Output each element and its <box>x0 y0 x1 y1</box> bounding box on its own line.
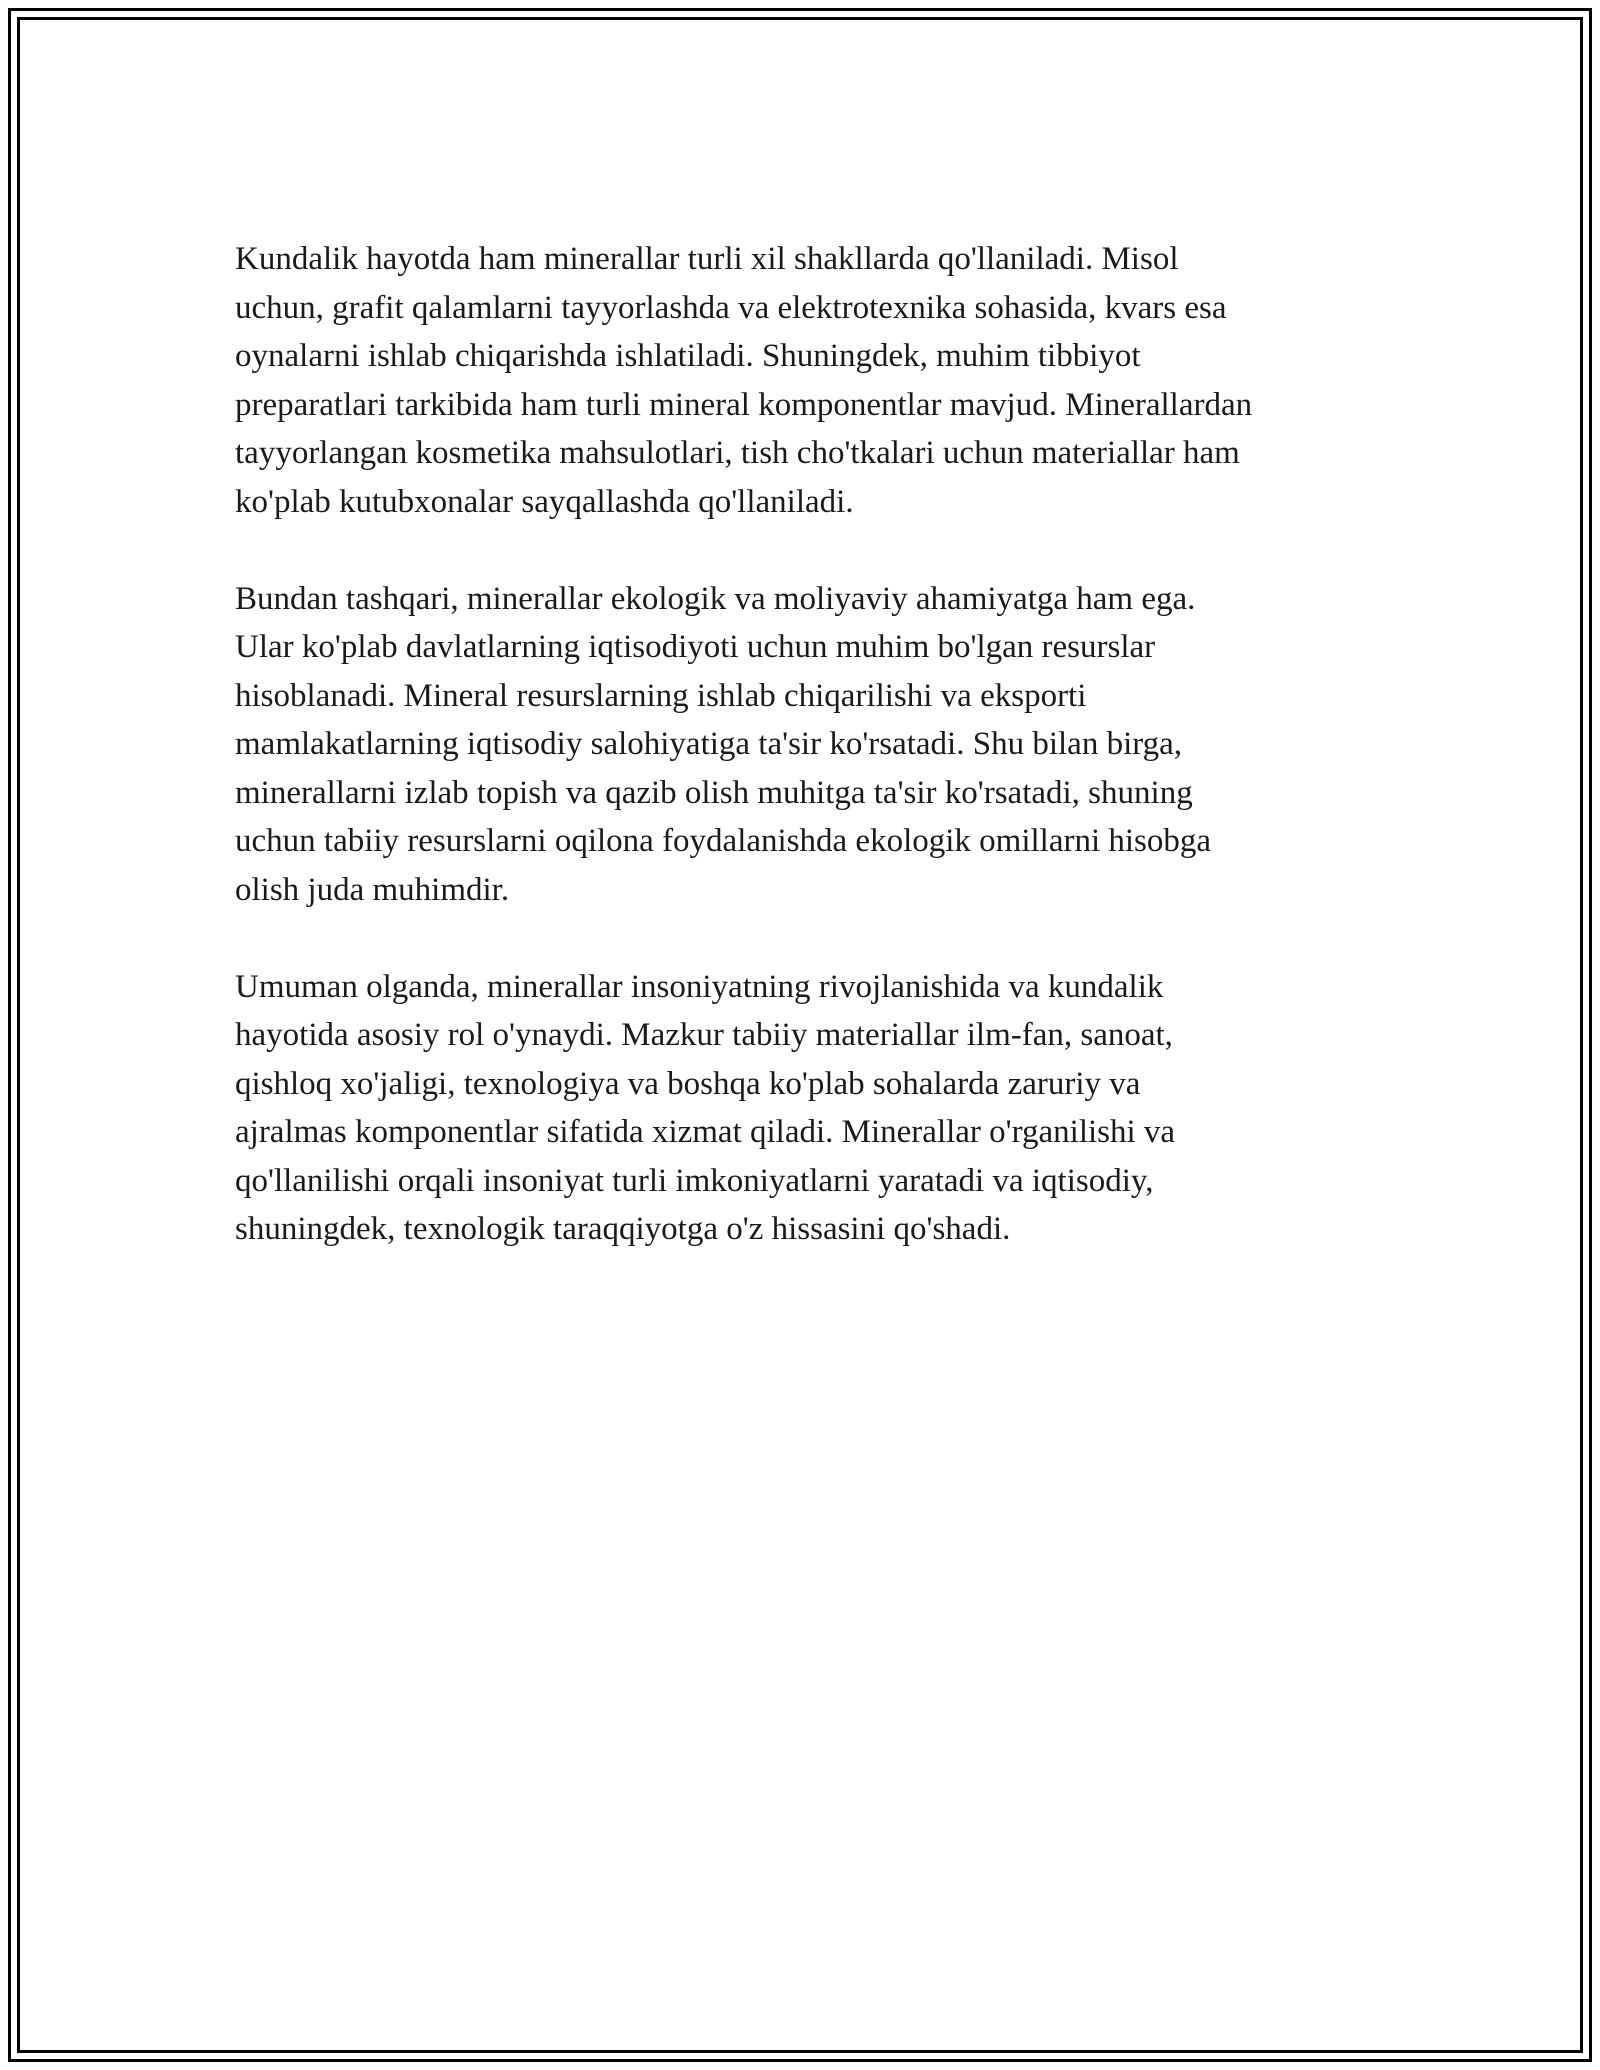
paragraph-line: uchun, grafit qalamlarni tayyorlashda va elektrotexnika sohasida, kvars esa <box>235 289 1227 326</box>
paragraph-2 <box>235 575 1400 915</box>
paragraph-line: ko'plab kutubxonalar sayqallashda qo'llaniladi. <box>235 483 854 520</box>
paragraph-line: tayyorlangan kosmetika mahsulotlari, tish cho'tkalari uchun materiallar ham <box>235 435 1240 471</box>
document-body <box>235 235 1400 1302</box>
paragraph-line: mamlakatlarning iqtisodiy salohiyatiga ta'sir ko'rsatadi. Shu bilan birga, <box>235 726 1183 762</box>
paragraph-line: Bundan tashqari, minerallar ekologik va moliyaviy ahamiyatga ham ega. <box>235 580 1196 617</box>
paragraph-line: Umuman olganda, minerallar insoniyatning rivojlanishida va kundalik <box>235 968 1164 1005</box>
paragraph-line: hayotida asosiy rol o'ynaydi. Mazkur tabiiy materiallar ilm-fan, sanoat, <box>235 1017 1173 1053</box>
paragraph-line: ajralmas komponentlar sifatida xizmat qiladi. Minerallar o'rganilishi va <box>235 1114 1176 1150</box>
paragraph-1 <box>235 235 1400 526</box>
paragraph-line: qishloq xo'jaligi, texnologiya va boshqa ko'plab sohalarda zaruriy va <box>235 1065 1141 1102</box>
paragraph-line: uchun tabiiy resurslarni oqilona foydalanishda ekologik omillarni hisobga <box>235 823 1212 859</box>
paragraph-line: Kundalik hayotda ham minerallar turli xil shakllarda qo'llaniladi. Misol <box>235 241 1179 277</box>
paragraph-line: shuningdek, texnologik taraqqiyotga o'z hissasini qo'shadi. <box>235 1211 1011 1247</box>
paragraph-3 <box>235 963 1400 1254</box>
paragraph-line: hisoblanadi. Mineral resurslarning ishlab chiqarilishi va eksporti <box>235 677 1087 714</box>
paragraph-line: oynalarni ishlab chiqarishda ishlatiladi. Shuningdek, muhim tibbiyot <box>235 338 1141 374</box>
paragraph-line: qo'llanilishi orqali insoniyat turli imkoniyatlarni yaratadi va iqtisodiy, <box>235 1162 1154 1199</box>
paragraph-line: olish juda muhimdir. <box>235 871 510 908</box>
paragraph-line: Ular ko'plab davlatlarning iqtisodiyoti uchun muhim bo'lgan resurslar <box>235 629 1156 665</box>
paragraph-line: minerallarni izlab topish va qazib olish muhitga ta'sir ko'rsatadi, shuning <box>235 774 1193 811</box>
paragraph-line: preparatlari tarkibida ham turli mineral komponentlar mavjud. Minerallardan <box>235 386 1253 423</box>
